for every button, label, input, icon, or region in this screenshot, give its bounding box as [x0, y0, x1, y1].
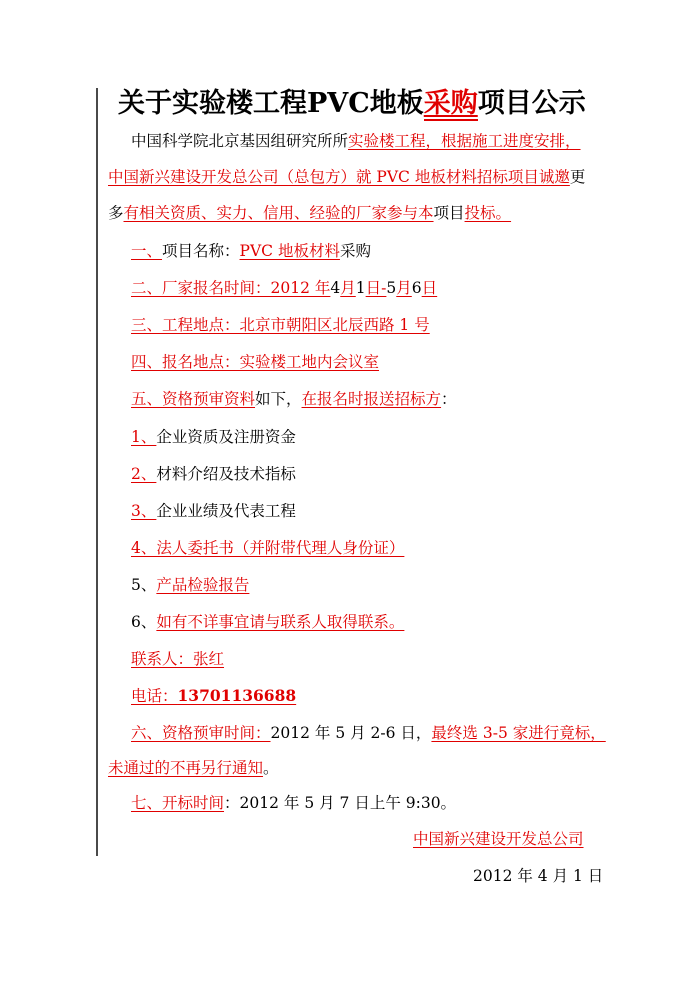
- list-text-marked: 如有不详事宜请与联系人取得联系。: [156, 613, 405, 631]
- list-number: 3、: [131, 502, 157, 520]
- list-text-marked: 4、法人委托书（并附带代理人身份证）: [131, 539, 405, 557]
- title-part: 关于实验楼工程: [118, 88, 307, 119]
- review-line-2: [108, 757, 279, 779]
- signature: 中国新兴建设开发总公司: [413, 830, 584, 848]
- list-item-2: [131, 463, 296, 485]
- list-number: 2、: [131, 465, 157, 483]
- intro-text-marked: 实验楼工程，根据施工进度安排，: [348, 132, 581, 150]
- contact-person-text: 联系人：张红: [131, 650, 225, 668]
- revision-bar: [96, 88, 98, 856]
- list-item-5: [131, 574, 249, 596]
- item-text: 如下，: [255, 390, 302, 408]
- review-note: 未通过的不再另行通知: [108, 759, 264, 777]
- phone-number: 13701136688: [177, 686, 297, 705]
- item-text: ：: [441, 390, 457, 408]
- review-final: 最终选 3-5 家进行竟标，: [431, 724, 606, 742]
- list-text-marked: 产品检验报告: [156, 576, 250, 594]
- intro-text: 项目: [433, 204, 465, 222]
- item-text-marked: 在报名时报送招标方: [301, 390, 442, 408]
- item-3: [131, 314, 430, 336]
- review-note-end: 。: [263, 759, 279, 777]
- title-part: 项目公示: [477, 88, 586, 119]
- list-text: 企业业绩及代表工程: [156, 502, 296, 520]
- item-label: 一、: [131, 242, 163, 260]
- item-text: 1: [355, 279, 366, 297]
- opening-label: 七、开标时间: [131, 794, 225, 812]
- item-text: 项目名称：: [162, 242, 240, 260]
- opening-value: ：2012 年 5 月 7 日上午 9:30。: [224, 794, 457, 812]
- opening-time: [131, 792, 456, 814]
- intro-text: 中国科学院北京基因组研究所所: [131, 132, 349, 150]
- review-time: 2012 年 5 月 2-6 日，: [270, 724, 432, 742]
- intro-text-marked: 中国新兴建设开发总公司（总包方）就 PVC 地板材料招标项目诚邀: [108, 168, 570, 186]
- list-item-3: [131, 500, 296, 522]
- page-title: [118, 86, 608, 122]
- item-text-marked: 五、资格预审资料: [131, 390, 256, 408]
- item-text: 5: [386, 279, 397, 297]
- list-text: 材料介绍及技术指标: [156, 465, 296, 483]
- review-label: 六、资格预审时间：: [131, 724, 271, 742]
- item-text-marked: 二、厂家报名时间：2012 年: [131, 279, 331, 297]
- item-text: 采购: [339, 242, 371, 260]
- item-1: [131, 240, 371, 262]
- item-text: 4: [330, 279, 341, 297]
- item-text-marked: 月: [340, 279, 356, 297]
- list-number: 5、: [131, 576, 157, 594]
- list-item-4: [131, 537, 404, 559]
- document-date: 2012 年 4 月 1 日: [473, 867, 604, 885]
- item-text-marked: 日-: [365, 279, 387, 297]
- intro-line-1: [131, 130, 581, 152]
- item-text-marked: 三、工程地点：北京市朝阳区北辰西路 1 号: [131, 316, 430, 334]
- title-part: PVC: [307, 88, 370, 119]
- item-text-marked: 日: [421, 279, 438, 297]
- title-highlight: 采购: [423, 88, 478, 119]
- intro-line-2: [108, 166, 585, 188]
- list-item-6: [131, 611, 404, 633]
- item-4: [131, 351, 379, 373]
- item-2: [131, 277, 437, 299]
- item-text: 6: [411, 279, 422, 297]
- intro-text-marked: 有相关资质、实力、信用、经验的厂家参与本: [123, 204, 434, 222]
- list-text: 企业资质及注册资金: [156, 428, 296, 446]
- intro-text: 多: [108, 204, 124, 222]
- list-number: 1、: [131, 428, 157, 446]
- intro-text-marked: 投标。: [464, 204, 512, 222]
- list-number: 6、: [131, 613, 157, 631]
- intro-line-3: [108, 202, 511, 224]
- item-text-marked: 月: [396, 279, 412, 297]
- item-5: [131, 388, 457, 410]
- list-item-1: [131, 426, 296, 448]
- title-part: 地板: [369, 88, 424, 119]
- item-value: PVC 地板材料: [239, 242, 340, 260]
- item-text-marked: 四、报名地点：实验楼工地内会议室: [131, 353, 380, 371]
- phone-label: 电话：: [131, 687, 178, 705]
- contact-phone: [131, 685, 296, 707]
- review-line-1: [131, 722, 606, 744]
- intro-text: 更: [569, 168, 586, 186]
- contact-person: [131, 648, 224, 670]
